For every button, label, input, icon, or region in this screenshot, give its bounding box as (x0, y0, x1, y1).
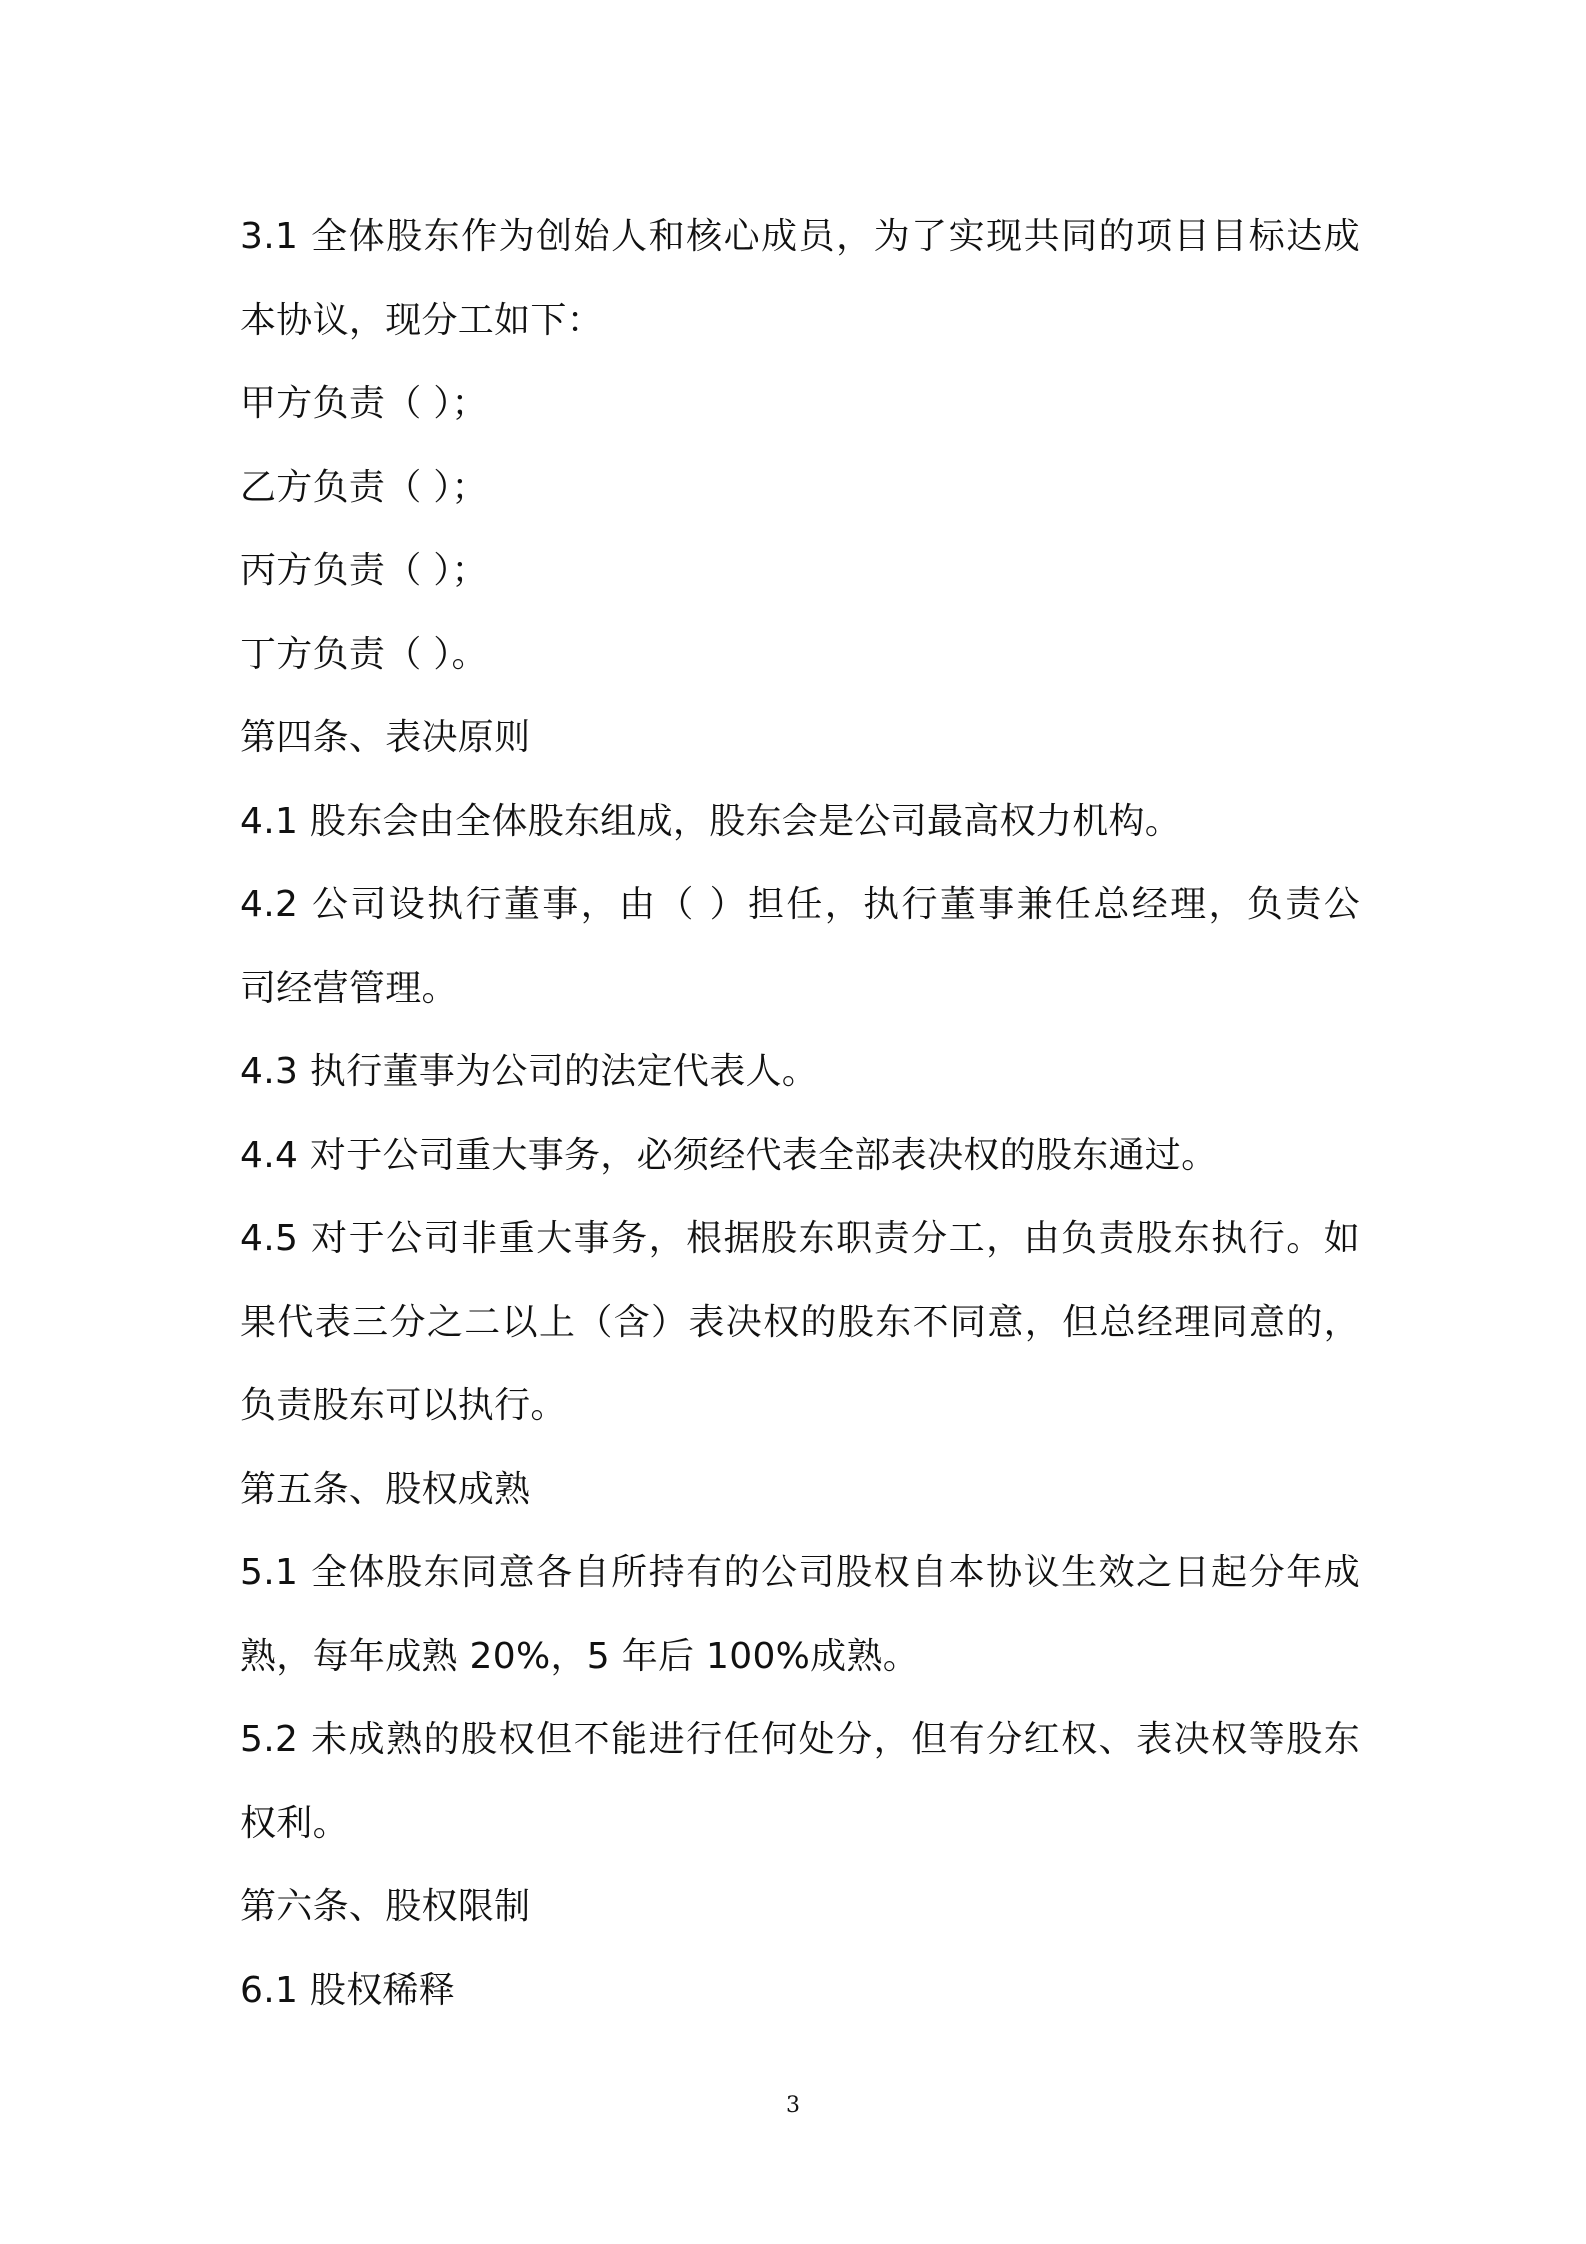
clause-4-1: 4.1 股东会由全体股东组成，股东会是公司最高权力机构。 (240, 800, 1182, 842)
article-4-heading: 第四条、表决原则 (240, 717, 531, 758)
party-a-duty: 甲方负责（ ）； (240, 383, 488, 424)
clause-4-5-line-1: 4.5 对于公司非重大事务，根据股东职责分工，由负责股东执行。如 (240, 1218, 1360, 1259)
clause-4-4: 4.4 对于公司重大事务，必须经代表全部表决权的股东通过。 (240, 1134, 1218, 1176)
clause-5-1-line-2: 熟，每年成熟 20%，5 年后 100%成熟。 (240, 1635, 920, 1677)
clause-5-2-line-2: 权利。 (240, 1802, 349, 1844)
article-5-heading: 第五条、股权成熟 (240, 1468, 531, 1510)
clause-4-5-line-3: 负责股东可以执行。 (240, 1385, 567, 1426)
party-b-duty: 乙方负责（ ）； (240, 466, 488, 508)
clause-5-1-line-1: 5.1 全体股东同意各自所持有的公司股权自本协议生效之日起分年成 (240, 1552, 1360, 1593)
party-c-duty: 丙方负责（ ）； (240, 550, 488, 591)
clause-6-1: 6.1 股权稀释 (240, 1969, 456, 2011)
clause-4-2-line-1: 4.2 公司设执行董事，由（ ）担任，执行董事兼任总经理，负责公 (240, 884, 1360, 925)
clause-4-2-line-2: 司经营管理。 (240, 967, 458, 1009)
clause-5-2-line-1: 5.2 未成熟的股权但不能进行任何处分，但有分红权、表决权等股东 (240, 1719, 1360, 1760)
page-number: 3 (786, 2093, 800, 2118)
clause-4-3: 4.3 执行董事为公司的法定代表人。 (240, 1051, 819, 1092)
article-6-heading: 第六条、股权限制 (240, 1886, 531, 1927)
clause-3-1-line-2: 本协议，现分工如下： (240, 299, 604, 341)
document-body (240, 195, 1360, 2032)
clause-4-5-line-2: 果代表三分之二以上（含）表决权的股东不同意，但总经理同意的， (240, 1301, 1360, 1343)
party-d-duty: 丁方负责（ ）。 (240, 633, 488, 675)
clause-3-1-line-1: 3.1 全体股东作为创始人和核心成员，为了实现共同的项目目标达成 (240, 216, 1360, 257)
